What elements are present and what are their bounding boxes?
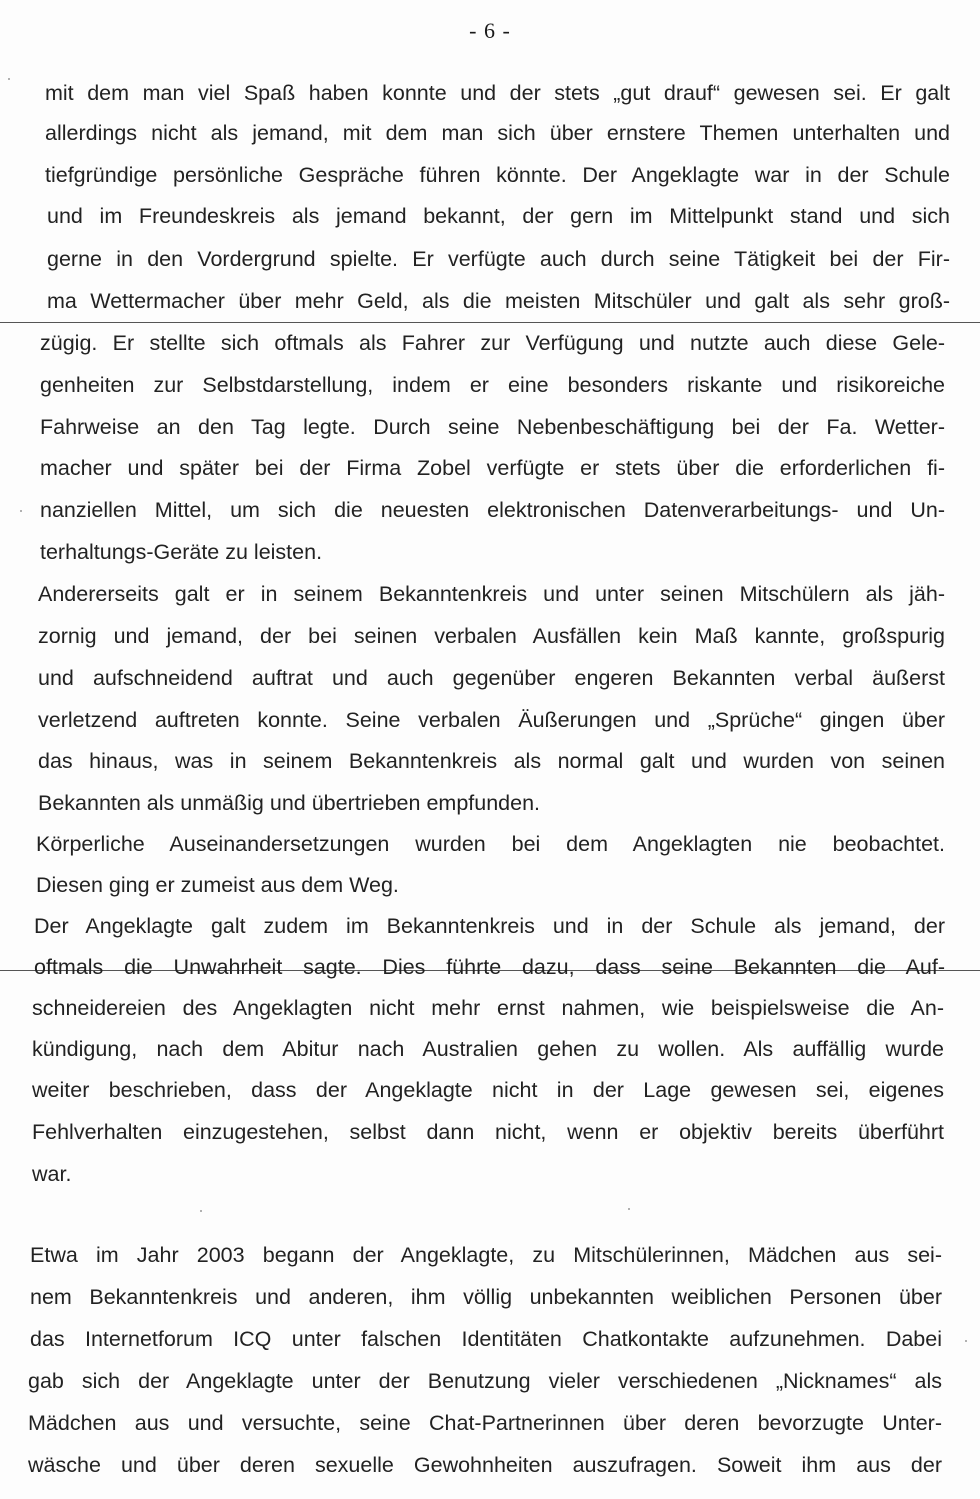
scan-speck	[200, 1210, 202, 1212]
text-line: verletzend auftreten konnte. Seine verbalen Äußerungen und „Sprüche“ gingen über	[38, 708, 945, 732]
text-line: genheiten zur Selbstdarstellung, indem er eine besonders riskante und risikoreiche	[40, 373, 945, 397]
text-line: Fehlverhalten einzugestehen, selbst dann nicht, wenn er objektiv bereits überführt	[32, 1120, 944, 1144]
text-line: ma Wettermacher über mehr Geld, als die meisten Mitschüler und galt als sehr groß-	[47, 289, 950, 313]
text-line: war.	[32, 1162, 72, 1186]
text-line: tiefgründige persönliche Gespräche führen könnte. Der Angeklagte war in der Schule	[45, 163, 950, 187]
text-line: nem Bekanntenkreis und anderen, ihm völlig unbekannten weiblichen Personen über	[30, 1285, 942, 1309]
text-line: macher und später bei der Firma Zobel verfügte er stets über die erforderlichen fi-	[40, 456, 945, 480]
page-number: - 6 -	[469, 18, 511, 43]
text-line: Mädchen aus und versuchte, seine Chat-Partnerinnen über deren bevorzugte Unter-	[28, 1411, 942, 1435]
text-line: allerdings nicht als jemand, mit dem man sich über ernstere Themen unterhalten und	[45, 121, 950, 145]
text-line: nanziellen Mittel, um sich die neuesten elektronischen Datenverarbeitungs- und Un-	[40, 498, 945, 522]
text-line: und im Freundeskreis als jemand bekannt, der gern im Mittelpunkt stand und sich	[47, 204, 950, 228]
text-line: Fahrweise an den Tag legte. Durch seine Nebenbeschäftigung bei der Fa. Wetter-	[40, 415, 945, 439]
text-line: Der Angeklagte galt zudem im Bekanntenkreis und in der Schule als jemand, der	[34, 914, 945, 938]
text-line: terhaltungs-Geräte zu leisten.	[40, 540, 323, 564]
text-line: gerne in den Vordergrund spielte. Er verfügte auch durch seine Tätigkeit bei der Fir-	[47, 247, 950, 271]
text-line: das Internetforum ICQ unter falschen Identitäten Chatkontakte aufzunehmen. Dabei	[30, 1327, 942, 1351]
scan-speck	[8, 78, 10, 80]
text-line: und aufschneidend auftrat und auch gegenüber engeren Bekannten verbal äußerst	[38, 666, 945, 690]
text-line: weiter beschrieben, dass der Angeklagte nicht in der Lage gewesen sei, eigenes	[32, 1078, 944, 1102]
text-line: Körperliche Auseinandersetzungen wurden bei dem Angeklagten nie beobachtet.	[36, 832, 945, 856]
scan-line-upper	[0, 322, 980, 323]
text-line: Diesen ging er zumeist aus dem Weg.	[36, 873, 399, 897]
scan-speck	[20, 510, 22, 512]
text-line: kündigung, nach dem Abitur nach Australien gehen zu wollen. Als auffällig wurde	[32, 1037, 944, 1061]
text-line: oftmals die Unwahrheit sagte. Dies führte dazu, dass seine Bekannten die Auf-	[34, 955, 945, 979]
scan-speck	[965, 1340, 967, 1342]
text-line: zügig. Er stellte sich oftmals als Fahrer zur Verfügung und nutzte auch diese Gele-	[40, 331, 945, 355]
scan-speck	[628, 1208, 630, 1210]
text-line: das hinaus, was in seinem Bekanntenkreis als normal galt und wurden von seinen	[38, 749, 945, 773]
text-line: Andererseits galt er in seinem Bekanntenkreis und unter seinen Mitschülern als jäh-	[38, 582, 945, 606]
text-line: mit dem man viel Spaß haben konnte und der stets „gut drauf“ gewesen sei. Er galt	[45, 81, 950, 105]
text-line: Etwa im Jahr 2003 begann der Angeklagte, zu Mitschülerinnen, Mädchen aus sei-	[30, 1243, 942, 1267]
text-line: wäsche und über deren sexuelle Gewohnheiten auszufragen. Soweit ihm aus der	[28, 1453, 942, 1477]
text-line: zornig und jemand, der bei seinen verbalen Ausfällen kein Maß kannte, großspurig	[38, 624, 945, 648]
text-line: gab sich der Angeklagte unter der Benutzung vieler verschiedenen „Nicknames“ als	[28, 1369, 942, 1393]
text-line: Bekannten als unmäßig und übertrieben empfunden.	[38, 791, 541, 815]
text-line: schneidereien des Angeklagten nicht mehr ernst nahmen, wie beispielsweise die An-	[32, 996, 944, 1020]
